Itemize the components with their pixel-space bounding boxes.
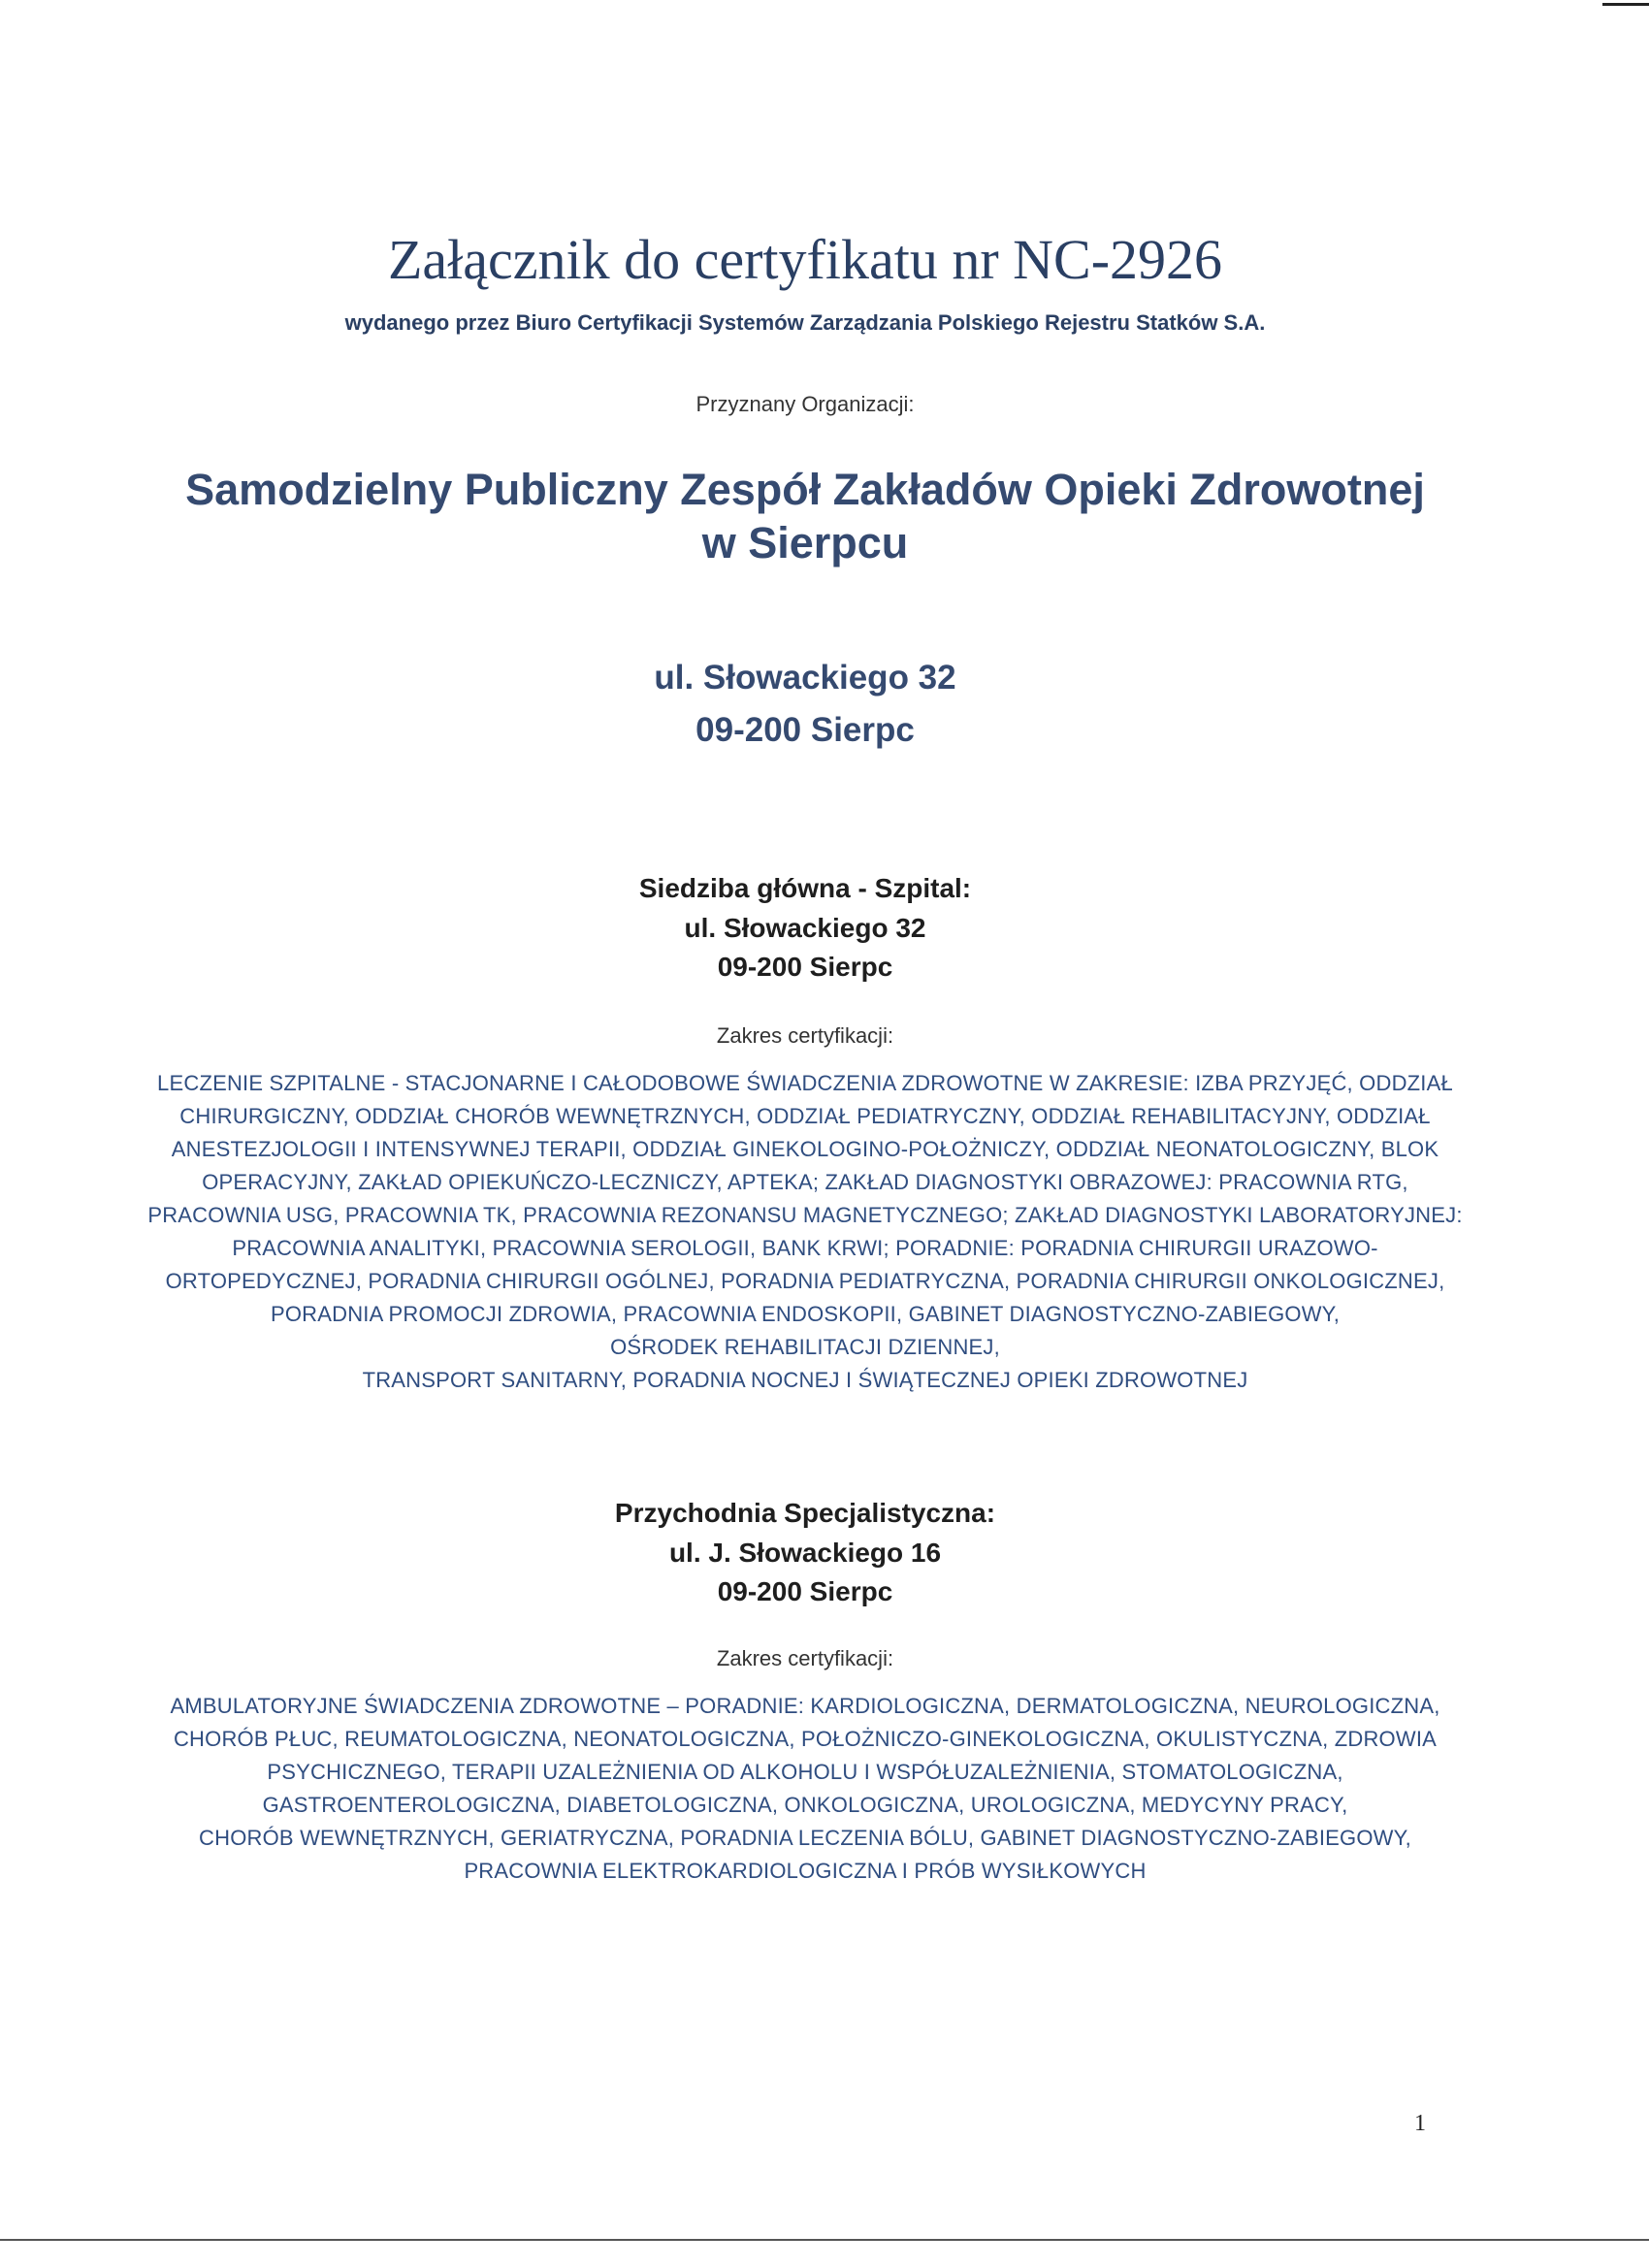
scope-line: CHORÓB PŁUC, REUMATOLOGICZNA, NEONATOLOGICZNA, POŁOŻNICZO-GINEKOLOGICZNA, OKULISTYCZNA, ZDROWIA [173, 1727, 1438, 1751]
scope-line: GASTROENTEROLOGICZNA, DIABETOLOGICZNA, ONKOLOGICZNA, UROLOGICZNA, MEDYCYNY PRACY, [262, 1793, 1348, 1817]
scope-line: PRACOWNIA ELEKTROKARDIOLOGICZNA I PRÓB WYSIŁKOWYCH [464, 1859, 1147, 1883]
scope-line: PRACOWNIA USG, PRACOWNIA TK, PRACOWNIA REZONANSU MAGNETYCZNEGO; ZAKŁAD DIAGNOSTYKI LABORATORYJNEJ: [147, 1203, 1463, 1227]
organization-street: ul. Słowackiego 32 [654, 659, 956, 697]
organization-city: 09-200 Sierpc [695, 711, 915, 750]
site-hospital-header [97, 869, 1513, 988]
site-clinic-title: Przychodnia Specjalistyczna: [614, 1498, 996, 1528]
site-clinic-scope [78, 1690, 1533, 1888]
site-hospital-scope [78, 1067, 1533, 1397]
scope-line: PORADNIA PROMOCJI ZDROWIA, PRACOWNIA ENDOSKOPII, GABINET DIAGNOSTYCZNO-ZABIEGOWY, [270, 1302, 1341, 1326]
scope-line: PRACOWNIA ANALITYKI, PRACOWNIA SEROLOGII, BANK KRWI; PORADNIE: PORADNIA CHIRURGII URAZOWO- [232, 1236, 1378, 1260]
scope-line: OPERACYJNY, ZAKŁAD OPIEKUŃCZO-LECZNICZY, APTEKA; ZAKŁAD DIAGNOSTYKI OBRAZOWEJ: PRACOWNIA RTG, [202, 1170, 1408, 1194]
scope-line: CHORÓB WEWNĘTRZNYCH, GERIATRYCZNA, PORADNIA LECZENIA BÓLU, GABINET DIAGNOSTYCZNO-ZABIEGOWY, [199, 1826, 1411, 1850]
document-title: Załącznik do certyfikatu nr NC-2926 [387, 228, 1223, 291]
scope-line: AMBULATORYJNE ŚWIADCZENIA ZDROWOTNE – PORADNIE: KARDIOLOGICZNA, DERMATOLOGICZNA, NEUROLOGICZNA, [170, 1694, 1440, 1718]
site-clinic-scope-label: Zakres certyfikacji: [716, 1646, 894, 1670]
scope-line: TRANSPORT SANITARNY, PORADNIA NOCNEJ I ŚWIĄTECZNEJ OPIEKI ZDROWOTNEJ [362, 1368, 1248, 1392]
scope-line: CHIRURGICZNY, ODDZIAŁ CHORÓB WEWNĘTRZNYCH, ODDZIAŁ PEDIATRYCZNY, ODDZIAŁ REHABILITACYJNY, ODDZIAŁ [179, 1104, 1431, 1128]
scope-line: ORTOPEDYCZNEJ, PORADNIA CHIRURGII OGÓLNEJ, PORADNIA PEDIATRYCZNA, PORADNIA CHIRURGII ONKOLOGICZNEJ, [165, 1269, 1445, 1293]
organization-name-line-1: Samodzielny Publiczny Zespół Zakładów Opieki Zdrowotnej [185, 465, 1425, 514]
page-number: 1 [1414, 2111, 1426, 2136]
site-hospital-street: ul. Słowackiego 32 [684, 912, 926, 943]
site-clinic-city: 09-200 Sierpc [717, 1576, 893, 1607]
document-subtitle: wydanego przez Biuro Certyfikacji Systemów Zarządzania Polskiego Rejestru Statków S.A. [344, 310, 1266, 335]
site-hospital-title: Siedziba główna - Szpital: [638, 873, 972, 903]
granted-label: Przyznany Organizacji: [695, 392, 915, 416]
organization-name [78, 464, 1533, 570]
site-clinic-street: ul. J. Słowackiego 16 [668, 1537, 942, 1568]
scan-edge-mark-bottom [0, 2239, 1649, 2241]
scope-line: PSYCHICZNEGO, TERAPII UZALEŻNIENIA OD ALKOHOLU I WSPÓŁUZALEŻNIENIA, STOMATOLOGICZNA, [267, 1760, 1343, 1784]
organization-address [97, 652, 1513, 758]
site-clinic-header [97, 1494, 1513, 1612]
organization-name-line-2: w Sierpcu [701, 517, 909, 567]
scope-line: LECZENIE SZPITALNE - STACJONARNE I CAŁODOBOWE ŚWIADCZENIA ZDROWOTNE W ZAKRESIE: IZBA PRZYJĘĆ, ODDZIAŁ [157, 1071, 1453, 1095]
scope-line: ANESTEZJOLOGII I INTENSYWNEJ TERAPII, ODDZIAŁ GINEKOLOGINO-POŁOŻNICZY, ODDZIAŁ NEONATOLOGICZNY, BLOK [171, 1137, 1439, 1161]
site-hospital-scope-label: Zakres certyfikacji: [716, 1023, 894, 1048]
scope-line: OŚRODEK REHABILITACJI DZIENNEJ, [610, 1335, 1000, 1359]
site-hospital-city: 09-200 Sierpc [717, 952, 893, 983]
